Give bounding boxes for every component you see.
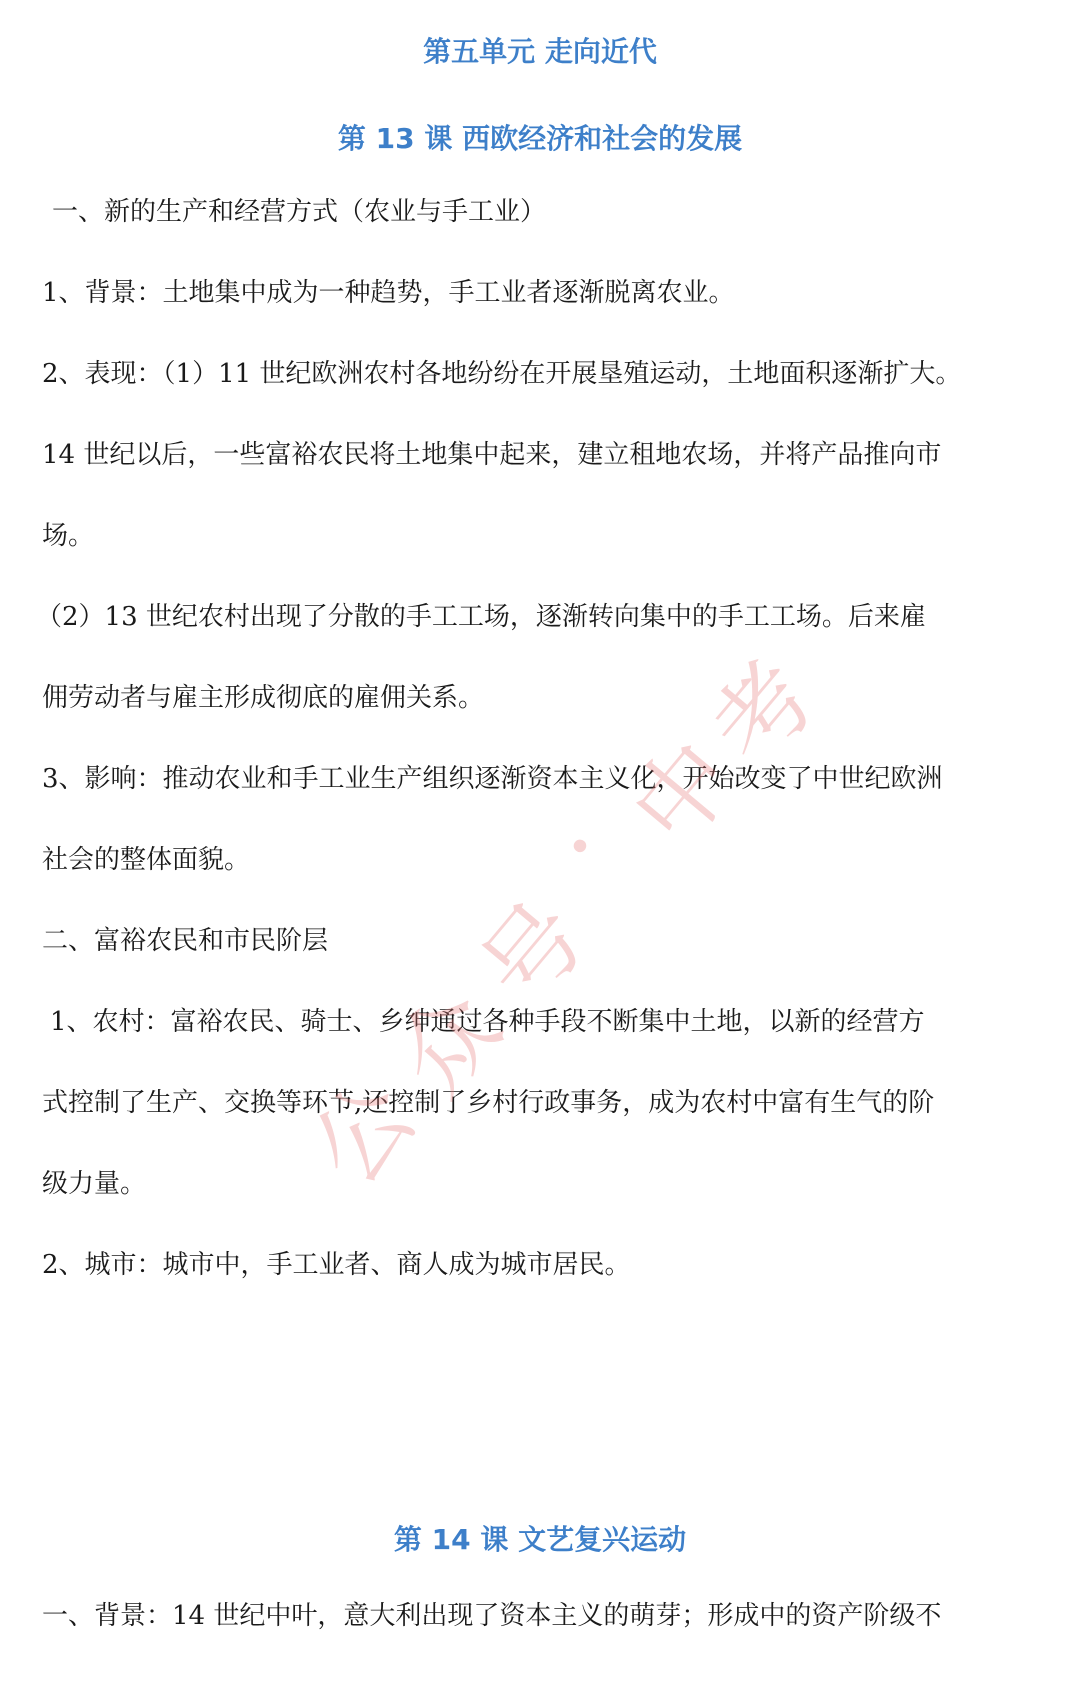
paragraph-line: 级力量。	[42, 1169, 147, 1199]
paragraph-line: 2、表现：（1）11 世纪欧洲农村各地纷纷在开展垦殖运动，土地面积逐渐扩大。	[42, 359, 962, 389]
paragraph-line: 1、农村：富裕农民、骑士、乡绅通过各种手段不断集中土地，以新的经营方	[50, 1007, 925, 1037]
watermark-char: 公	[289, 1060, 438, 1207]
unit-title: 第五单元 走向近代	[423, 35, 657, 68]
paragraph-line: 1、背景：土地集中成为一种趋势，手工业者逐渐脱离农业。	[42, 278, 735, 308]
paragraph-line: 14 世纪以后，一些富裕农民将土地集中起来，建立租地农场，并将产品推向市	[42, 440, 942, 470]
lesson-13-title: 第 13 课 西欧经济和社会的发展	[337, 122, 743, 155]
paragraph-line: 2、城市：城市中，手工业者、商人成为城市居民。	[42, 1250, 631, 1280]
watermark-char: 号	[459, 880, 608, 1027]
lesson-14-title: 第 14 课 文艺复兴运动	[393, 1523, 687, 1556]
section-2-heading: 二、富裕农民和市民阶层	[42, 926, 329, 956]
paragraph-line: 社会的整体面貌。	[42, 845, 251, 875]
watermark-char: 众	[374, 970, 523, 1117]
paragraph-line: 场。	[42, 521, 95, 551]
watermark-char: ·	[527, 798, 633, 894]
section-1-heading: 一、新的生产和经营方式（农业与手工业）	[52, 197, 547, 227]
paragraph-line: （2）13 世纪农村出现了分散的手工工场，逐渐转向集中的手工工场。后来雇	[36, 602, 926, 632]
watermark-char: 中	[609, 720, 758, 867]
paragraph-line: 式控制了生产、交换等环节,还控制了乡村行政事务，成为农村中富有生气的阶	[42, 1088, 935, 1118]
watermark-char: 考	[689, 640, 838, 787]
paragraph-line: 佣劳动者与雇主形成彻底的雇佣关系。	[42, 683, 485, 713]
paragraph-line: 3、影响：推动农业和手工业生产组织逐渐资本主义化，开始改变了中世纪欧洲	[42, 764, 943, 794]
paragraph-line: 一、背景：14 世纪中叶，意大利出现了资本主义的萌芽；形成中的资产阶级不	[42, 1601, 942, 1631]
